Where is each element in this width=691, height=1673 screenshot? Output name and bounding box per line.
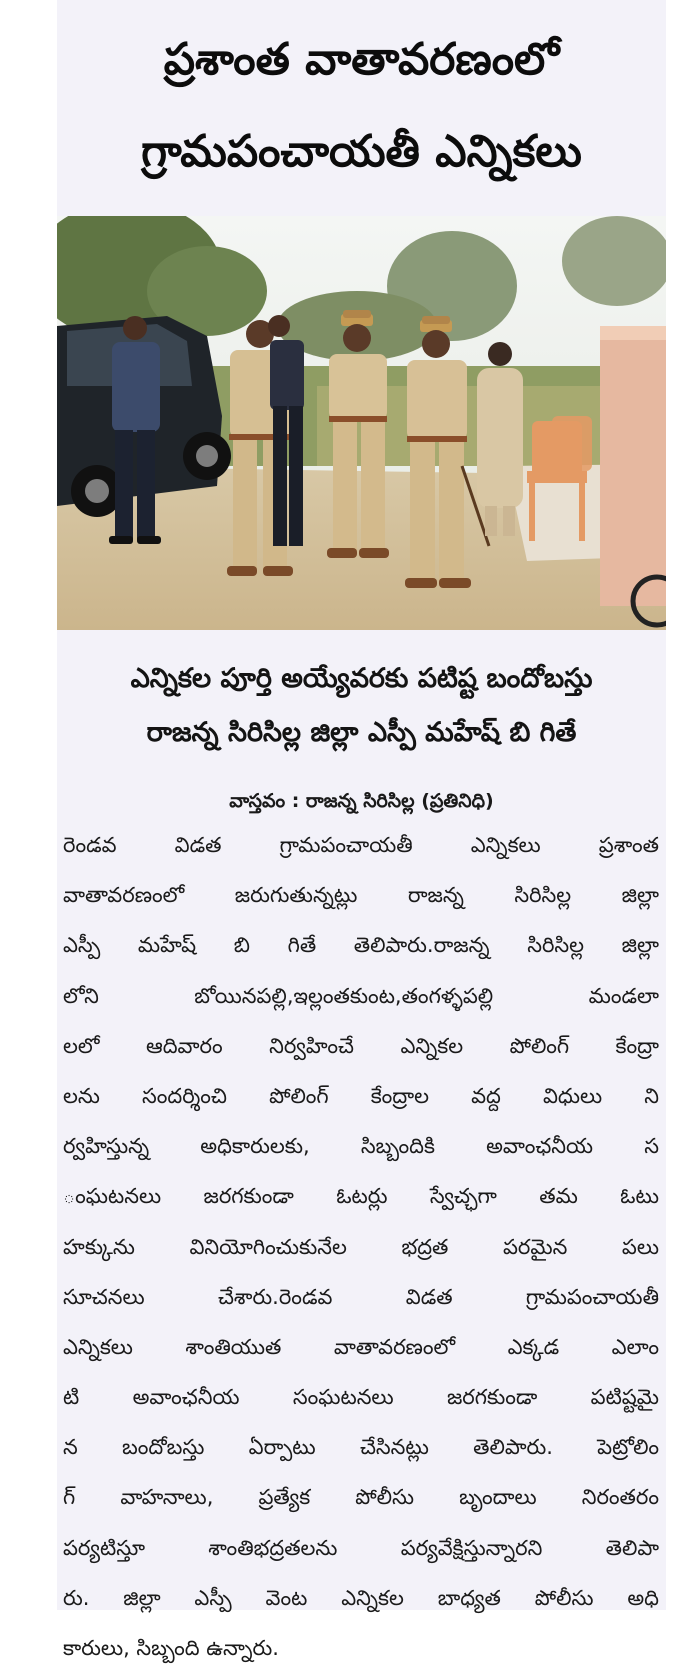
article-body [63,820,659,1673]
headline-line-2: గ్రామపంచాయతీ ఎన్నికలు [141,126,582,177]
body-line: వాతావరణంలో జరుగుతున్నట్లు రాజన్న సిరిసిల్ల జిల్లా [63,883,659,908]
body-line: ర్వహిస్తున్న అధికారులకు, సిబ్బందికి అవాంఛనీయ స [63,1134,659,1159]
body-line: టి అవాంఛనీయ సంఘటనలు జరగకుండా పటిష్టమై [63,1385,659,1410]
body-line: హక్కును వినియోగించుకునేల భద్రత పరమైన పలు [63,1234,659,1259]
news-photo [57,216,666,630]
body-line: ంఘటనలు జరగకుండా ఓటర్లు స్వేచ్ఛగా తమ ఓటు [63,1184,659,1209]
body-line: కారులు, సిబ్బంది ఉన్నారు. [63,1636,279,1660]
dateline: వాస్తవం : రాజన్న సిరిసిల్ల (ప్రతినిధి) [229,790,494,812]
subheadline-line-2: రాజన్న సిరిసిల్ల జిల్లా ఎస్పీ మహేష్ బి గితే [146,717,577,748]
body-line: ఎస్పీ మహేష్ బి గితే తెలిపారు.రాజన్న సిరిసిల్ల జిల్లా [63,933,659,958]
body-line: న బందోబస్తు ఏర్పాటు చేసినట్లు తెలిపారు. పెట్రోలిం [63,1435,659,1460]
newspaper-clipping [57,0,666,1660]
body-line: గ్ వాహనాలు, ప్రత్యేక పోలీసు బృందాలు నిరంతరం [63,1485,659,1510]
body-line: రు. జిల్లా ఎస్పీ వెంట ఎన్నికల బాధ్యత పోలీసు అధి [63,1585,659,1610]
body-line: లోని బోయినపల్లి,ఇల్లంతకుంట,తంగళ్ళపల్లి మండలా [63,983,659,1008]
headline-line-1: ప్రశాంత వాతావరణంలో [163,34,560,85]
body-line: సూచనలు చేశారు.రెండవ విడత గ్రామపంచాయతీ [63,1284,659,1309]
body-line: లలో ఆదివారం నిర్వహించే ఎన్నికల పోలింగ్ కేంద్రా [63,1033,659,1058]
subheadline-line-1: ఎన్నికల పూర్తి అయ్యేవరకు పటిష్ట బందోబస్తు [130,663,593,694]
body-line: ఎన్నికలు శాంతియుత వాతావరణంలో ఎక్కడ ఎలాం [63,1334,659,1359]
body-line: రెండవ విడత గ్రామపంచాయతీ ఎన్నికలు ప్రశాంత [63,833,659,857]
body-line: లను సందర్శించి పోలింగ్ కేంద్రాల వద్ద విధులు ని [63,1083,659,1108]
subheadline [57,652,666,760]
body-line: పర్యటిస్తూ శాంతిభద్రతలను పర్యవేక్షిస్తున్నారని తెలిపా [63,1535,659,1560]
headline [57,6,666,206]
